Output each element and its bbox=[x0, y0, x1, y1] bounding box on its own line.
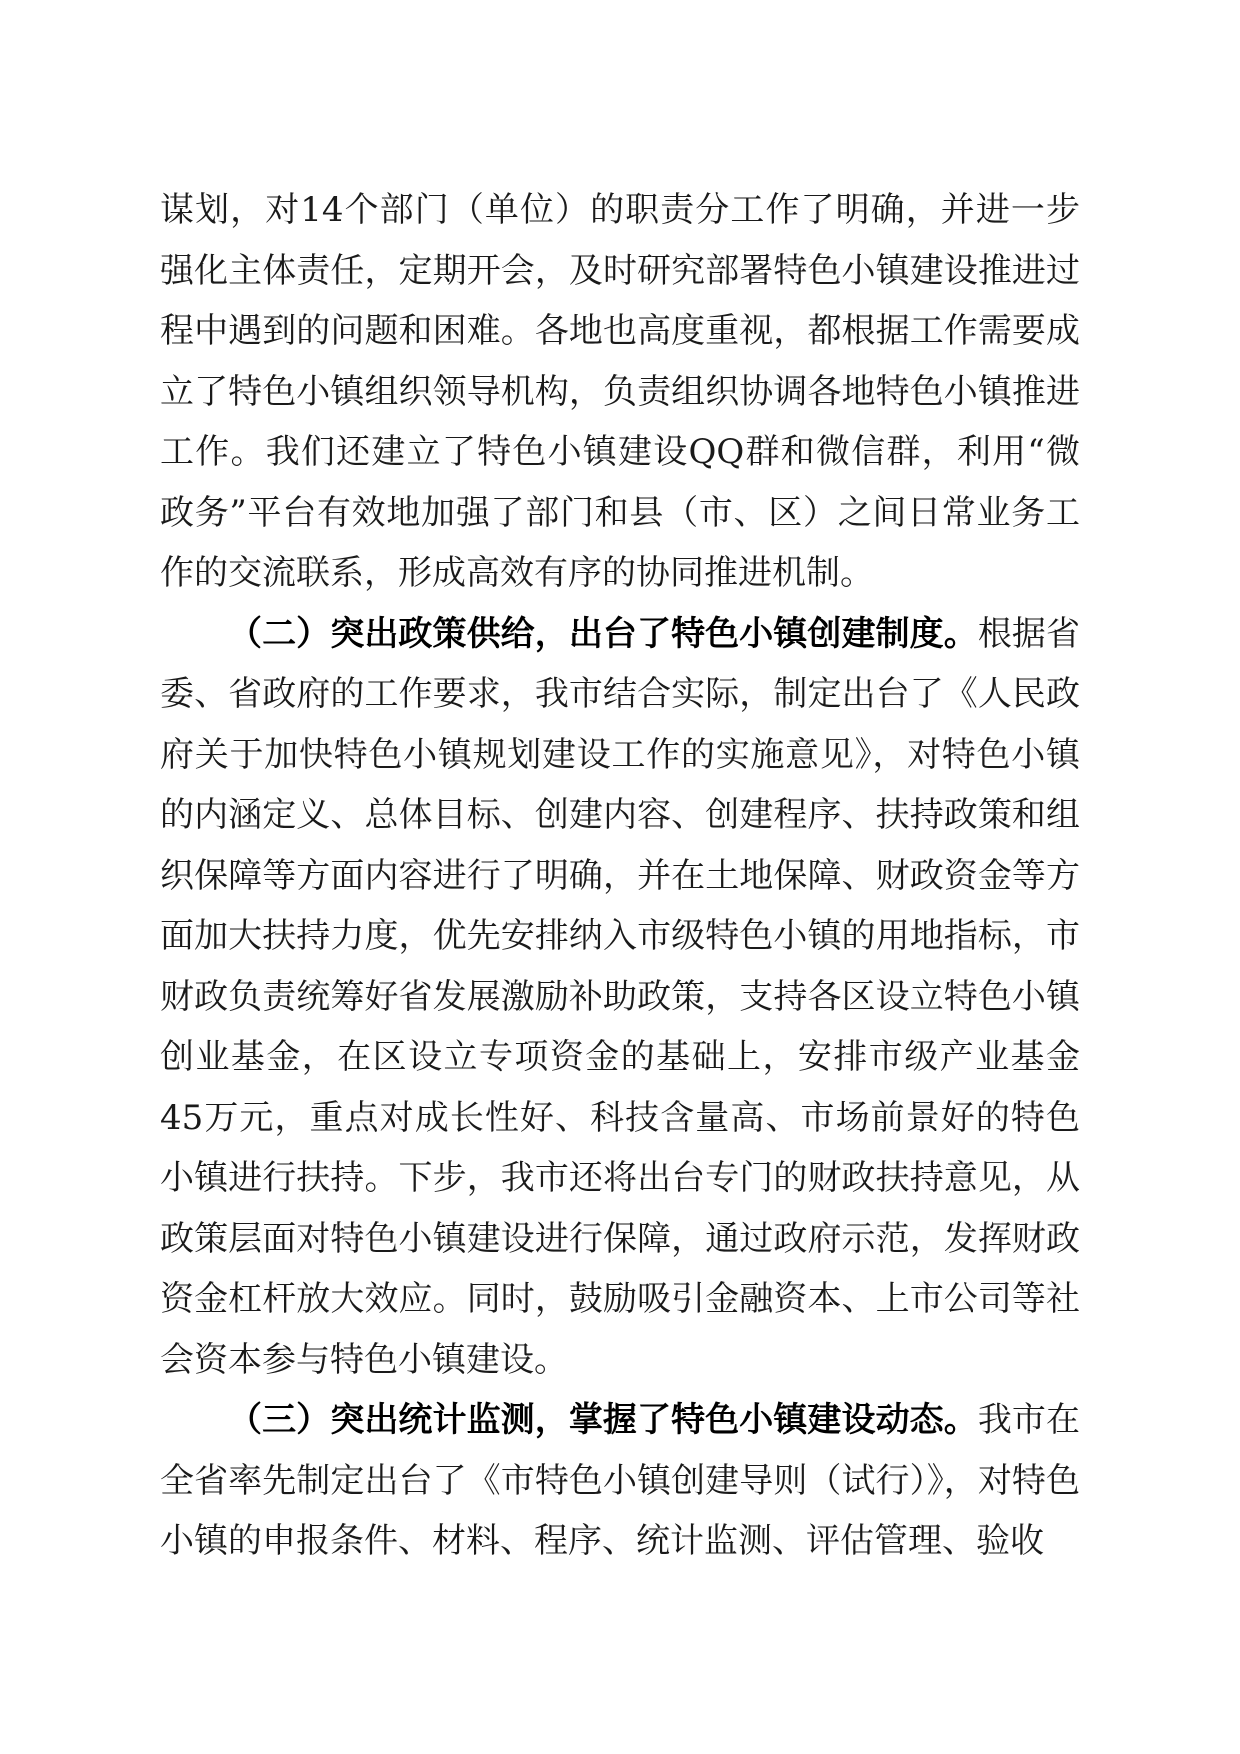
paragraph-statistical-monitoring bbox=[160, 1390, 1080, 1572]
paragraph-policy-supply bbox=[160, 604, 1080, 1391]
paragraph-text: 我市在全省率先制定出台了《市特色小镇创建导则（试行）》，对特色小镇的申报条件、材料、程序、统计监测、评估管理、验收 bbox=[160, 1400, 1081, 1561]
paragraph-continuation bbox=[160, 180, 1080, 604]
document-body bbox=[160, 180, 1080, 1572]
paragraph-text: 根据省委、省政府的工作要求，我市结合实际，制定出台了《人民政府关于加快特色小镇规划建设工作的实施意见》，对特色小镇的内涵定义、总体目标、创建内容、创建程序、扶持政策和组织保障等方面内容进行了明确，并在土地保障、财政资金等方面加大扶持力度，优先安排纳入市级特色小镇的用地指标，市财政负责统筹好省发展激励补助政策，支持各区设立特色小镇创业基金，在区设立专项资金的基础上，安排市级产业基金45万元，重点对成长性好、科技含量高、市场前景好的特色小镇进行扶持。下步，我市还将出台专门的财政扶持意见，从政策层面对特色小镇建设进行保障，通过政府示范，发挥财政资金杠杆放大效应。同时，鼓励吸引金融资本、上市公司等社会资本参与特色小镇建设。 bbox=[160, 613, 1081, 1380]
section-heading-policy-supply: （二）突出政策供给，出台了特色小镇创建制度。 bbox=[228, 613, 978, 654]
paragraph-text: 谋划，对14个部门（单位）的职责分工作了明确，并进一步强化主体责任，定期开会，及时研究部署特色小镇建设推进过程中遇到的问题和困难。各地也高度重视，都根据工作需要成立了特色小镇组织领导机构，负责组织协调各地特色小镇推进工作。我们还建立了特色小镇建设QQ群和微信群，利用“微政务”平台有效地加强了部门和县（市、区）之间日常业务工作的交流联系，形成高效有序的协同推进机制。 bbox=[160, 190, 1080, 593]
section-heading-statistical-monitoring: （三）突出统计监测，掌握了特色小镇建设动态。 bbox=[228, 1400, 978, 1440]
